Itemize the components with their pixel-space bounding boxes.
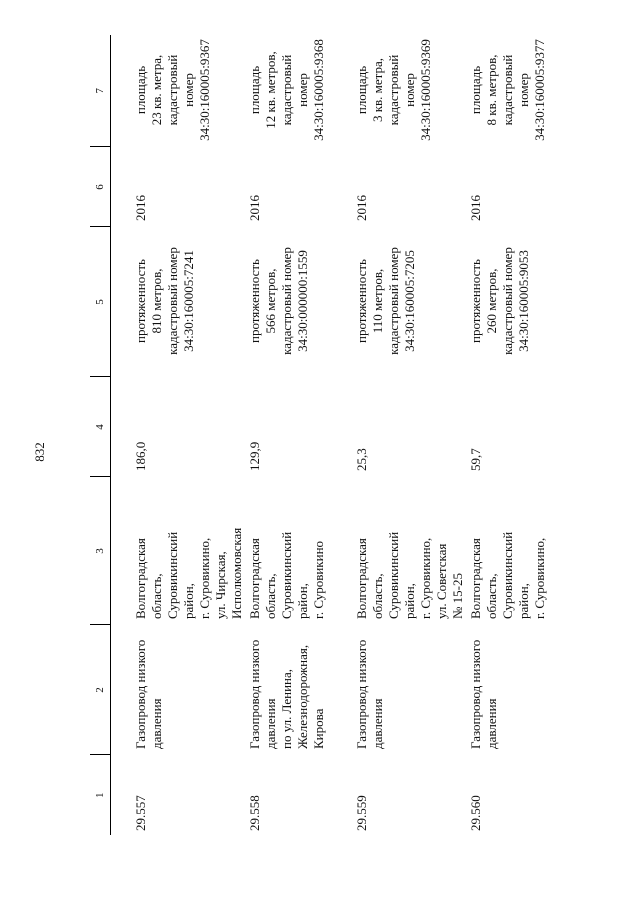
object-name: Газопровод низкого давления [354, 639, 385, 749]
object-length: протяженность 110 метров, кадастровый номер 34:30:160005:7205 [354, 247, 417, 355]
object-value: 59,7 [468, 448, 483, 471]
row-number: 29.558 [247, 795, 262, 831]
object-length: протяженность 810 метров, кадастровый номер 34:30:160005:7241 [133, 247, 196, 355]
column-header-4: 4 [90, 377, 111, 477]
object-area: площадь 12 кв. метров, кадастровый номер 34:30:160005:9368 [247, 39, 326, 141]
object-name: Газопровод низкого давления [133, 639, 164, 749]
header-row [90, 35, 111, 835]
object-year: 2016 [354, 195, 369, 221]
object-name: Газопровод низкого давления [468, 639, 499, 749]
object-length: протяженность 260 метров, кадастровый номер 34:30:160005:9053 [468, 247, 531, 355]
object-area: площадь 8 кв. метров, кадастровый номер 34:30:160005:9377 [468, 39, 547, 141]
object-address: Волгоградская область, Суровикинский район, г. Суровикино, [468, 531, 547, 619]
column-header-3: 3 [90, 477, 111, 625]
column-header-5: 5 [90, 227, 111, 377]
object-area: площадь 23 кв. метра, кадастровый номер 34:30:160005:9367 [133, 39, 212, 141]
table-row [466, 35, 573, 835]
object-address: Волгоградская область, Суровикинский район, г. Суровикино, ул. Чирская, Исполкомовская [133, 527, 244, 619]
object-value: 25,3 [354, 448, 369, 471]
column-header-2: 2 [90, 625, 111, 755]
object-name: Газопровод низкого давления по ул. Ленина, Железнодорожная, Кирова [247, 639, 326, 749]
object-value: 129,9 [247, 441, 262, 471]
page-number: 832 [32, 442, 47, 462]
object-length: протяженность 566 метров, кадастровый номер 34:30:000000:1559 [247, 247, 310, 355]
object-year: 2016 [247, 195, 262, 221]
row-number: 29.557 [133, 795, 148, 831]
table-row [111, 35, 246, 835]
column-header-6: 6 [90, 147, 111, 227]
object-area: площадь 3 кв. метра, кадастровый номер 34:30:160005:9369 [354, 39, 433, 141]
table-row [245, 35, 352, 835]
object-address: Волгоградская область, Суровикинский район, г. Суровикино [247, 531, 326, 619]
object-value: 186,0 [133, 441, 148, 471]
rotated-table-container [90, 35, 590, 835]
column-header-1: 1 [90, 755, 111, 835]
object-address: Волгоградская область, Суровикинский район, г. Суровикино, ул. Советская № 15-25 [354, 531, 465, 619]
table-row [352, 35, 466, 835]
object-year: 2016 [468, 195, 483, 221]
property-table [90, 35, 573, 835]
row-number: 29.560 [468, 795, 483, 831]
row-number: 29.559 [354, 795, 369, 831]
column-header-7: 7 [90, 35, 111, 147]
object-year: 2016 [133, 195, 148, 221]
